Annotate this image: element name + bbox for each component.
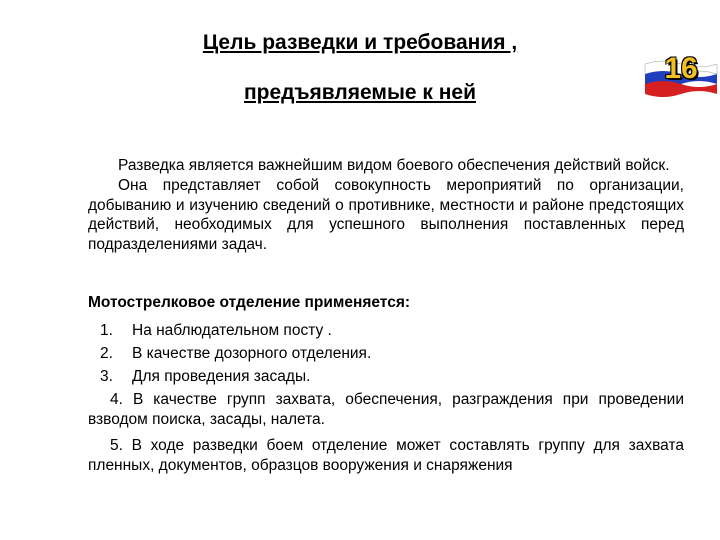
list-item-text: На наблюдательном посту .: [132, 322, 332, 339]
list-item-text: Для проведения засады.: [132, 368, 311, 385]
list-item: [100, 345, 371, 363]
slide-title-line2: предъявляемые к ней: [243, 81, 477, 104]
list-item: [100, 322, 332, 340]
paragraph-definition: [88, 176, 684, 254]
paragraph-definition-text: Она представляет собой совокупность мероприятий по организации, добыванию и изучению сведений о противнике, местности и районе предстоящих действий, необходимых для успешного выполнения поставленных перед подразделениями задач.: [88, 177, 684, 253]
paragraph-item-5: [88, 436, 684, 475]
slide-title-line1: Цель разведки и требования ,: [202, 31, 518, 54]
list-item: [100, 368, 310, 386]
list-item-text: В качестве дозорного отделения.: [132, 345, 372, 362]
paragraph-item-4: [88, 390, 684, 429]
list-item-number: 3.: [100, 368, 113, 385]
paragraph-item-4-text: 4. В качестве групп захвата, обеспечения, разграждения при проведении взводом поиска, засады, налета.: [88, 391, 684, 428]
paragraph-item-5-text: 5. В ходе разведки боем отделение может составлять группу для захвата пленных, документов, образцов вооружения и снаряжения: [88, 437, 684, 474]
section-heading: Мотострелковое отделение применяется:: [88, 294, 411, 311]
list-item-number: 1.: [100, 322, 113, 339]
slide-number: 16: [664, 52, 698, 85]
list-item-number: 2.: [100, 345, 113, 362]
paragraph-intro-text: Разведка является важнейшим видом боевого обеспечения действий войск.: [118, 157, 670, 174]
paragraph-intro: [88, 156, 684, 176]
